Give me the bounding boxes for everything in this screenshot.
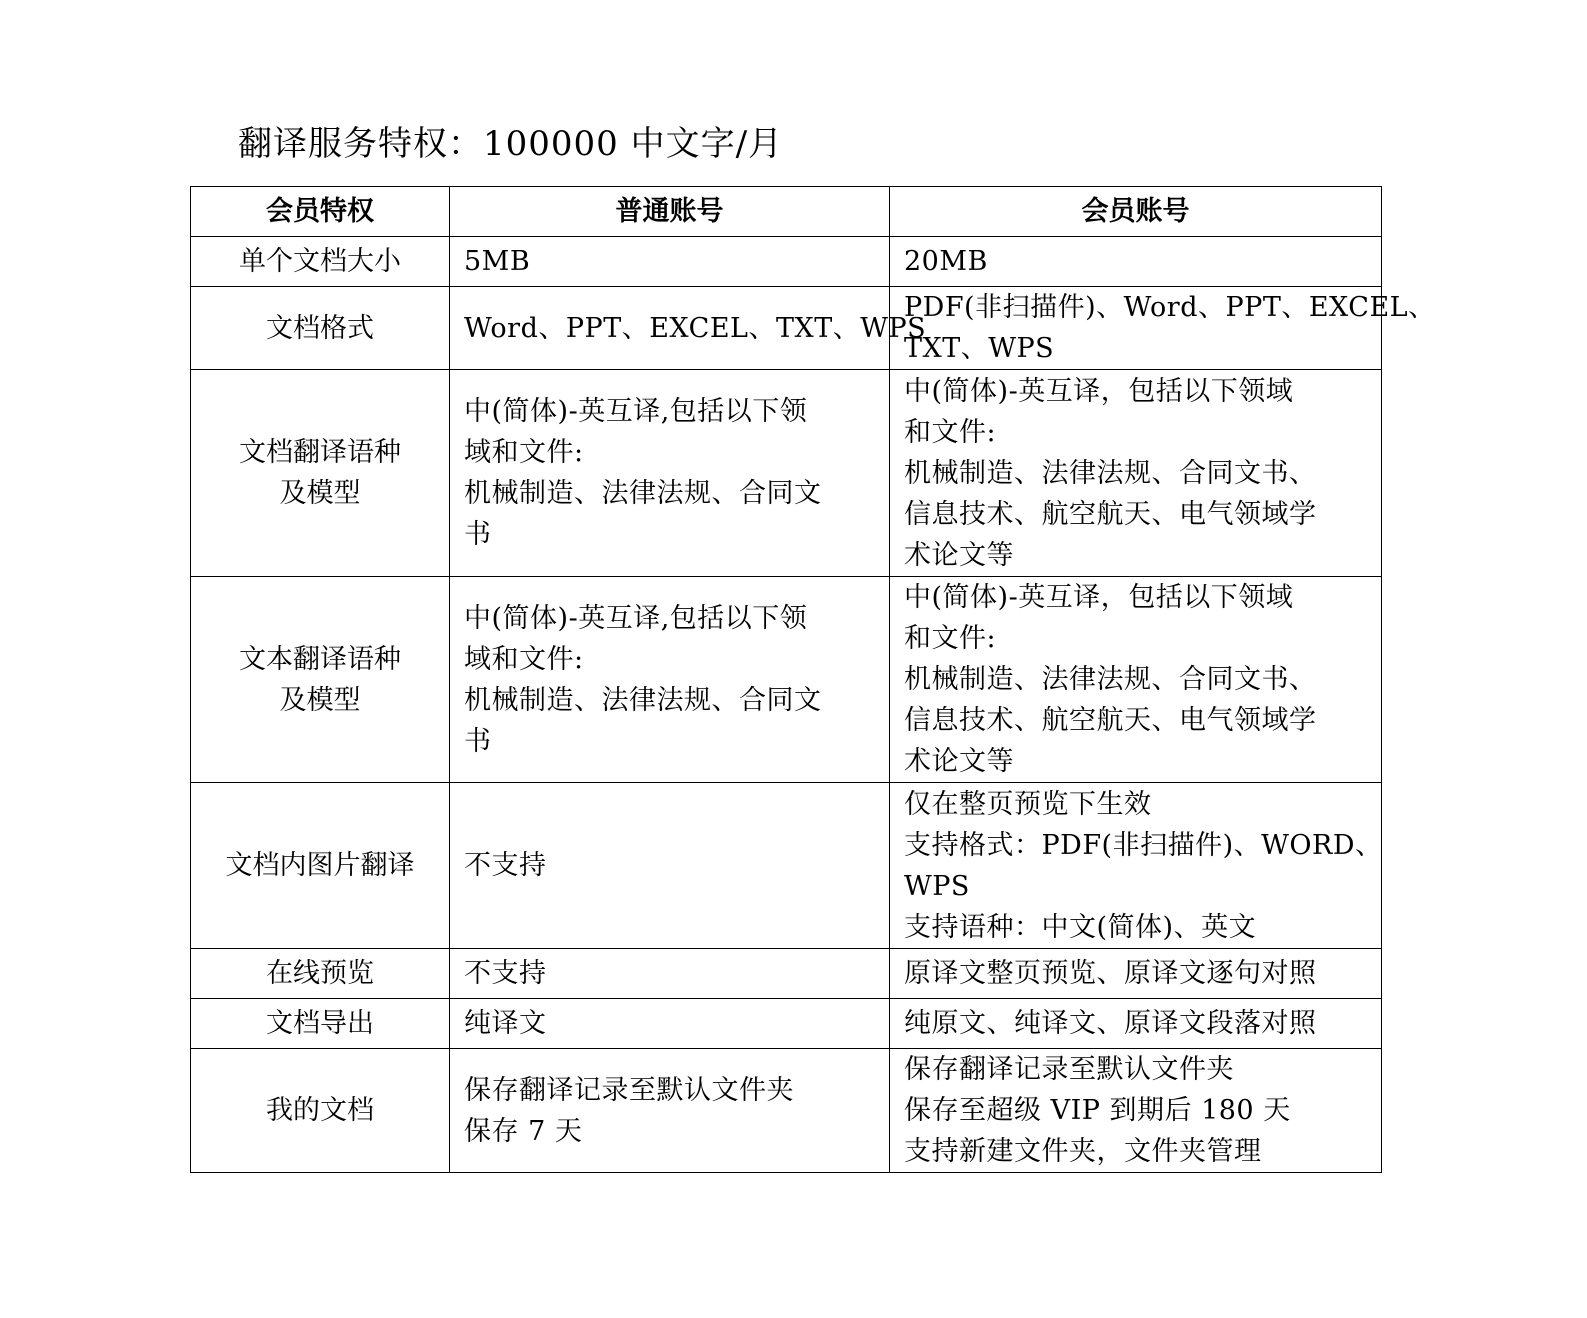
member-value-line: 中(简体)-英互译，包括以下领域 [904, 375, 1294, 407]
table-header-row [191, 187, 1382, 237]
privilege-comparison-table [190, 186, 1436, 1173]
member-value-line: WPS [904, 870, 970, 902]
table-row-text-translation-languages [191, 577, 1382, 783]
standard-value: Word、PPT、EXCEL、TXT、WPS [464, 312, 927, 344]
standard-cell [450, 999, 890, 1049]
feature-label: 单个文档大小 [239, 246, 401, 277]
feature-label-line: 及模型 [279, 684, 361, 716]
member-value-line: 机械制造、法律法规、合同文书、 [904, 664, 1317, 695]
feature-label: 文档格式 [266, 312, 374, 344]
feature-cell [191, 1049, 450, 1173]
standard-value-line: 书 [464, 725, 492, 757]
standard-value-line: 域和文件: [464, 437, 584, 468]
page-title: 翻译服务特权：100000 中文字/月 [238, 124, 784, 164]
member-cell [890, 949, 1382, 999]
header-member-account: 会员账号 [890, 187, 1382, 237]
member-value-line: TXT、WPS [904, 333, 1055, 364]
standard-value-line: 书 [464, 519, 492, 550]
member-value-line: 机械制造、法律法规、合同文书、 [904, 457, 1317, 489]
feature-label-line: 文档翻译语种 [239, 437, 401, 468]
standard-value-line: 保存翻译记录至默认文件夹 [464, 1074, 794, 1106]
member-value-line: 仅在整页预览下生效 [904, 788, 1152, 820]
member-value-line: 支持格式：PDF(非扫描件)、WORD、 [904, 829, 1383, 861]
member-cell [890, 783, 1382, 949]
feature-cell [191, 999, 450, 1049]
member-value: 20MB [904, 246, 988, 277]
standard-value-line: 中(简体)-英互译,包括以下领 [464, 396, 808, 427]
member-value-line: 和文件: [904, 416, 997, 448]
header-privilege: 会员特权 [191, 187, 450, 237]
member-cell [890, 287, 1436, 370]
feature-cell [191, 577, 450, 783]
standard-cell [450, 577, 890, 783]
member-value-line: 术论文等 [904, 539, 1014, 571]
standard-cell [450, 237, 890, 287]
member-cell [890, 1049, 1382, 1173]
standard-value: 5MB [464, 246, 531, 277]
feature-cell [191, 287, 450, 370]
member-value-line: 术论文等 [904, 746, 1014, 777]
standard-cell [450, 949, 890, 999]
member-cell [890, 237, 1382, 287]
member-value-line: 保存翻译记录至默认文件夹 [904, 1054, 1234, 1085]
table-row-online-preview [191, 949, 1382, 999]
standard-value-line: 机械制造、法律法规、合同文 [464, 684, 822, 716]
standard-cell [450, 783, 890, 949]
member-cell [890, 999, 1382, 1049]
member-value-line: 保存至超级 VIP 到期后 180 天 [904, 1095, 1291, 1126]
feature-label: 文档内图片翻译 [225, 850, 415, 881]
table-row-doc-format [191, 287, 1382, 370]
standard-value-line: 机械制造、法律法规、合同文 [464, 478, 822, 509]
member-value: 纯原文、纯译文、原译文段落对照 [904, 1008, 1317, 1039]
feature-label: 在线预览 [266, 958, 374, 989]
table-row-my-documents [191, 1049, 1382, 1173]
standard-cell [450, 287, 927, 370]
standard-value-line: 中(简体)-英互译,包括以下领 [464, 602, 808, 634]
standard-cell [450, 370, 890, 577]
table-row-doc-export [191, 999, 1382, 1049]
member-value-line: 信息技术、航空航天、电气领域学 [904, 498, 1317, 530]
member-value-line: 支持语种：中文(简体)、英文 [904, 911, 1257, 943]
header-standard-account: 普通账号 [450, 187, 890, 237]
feature-cell [191, 949, 450, 999]
table-row-file-size [191, 237, 1382, 287]
feature-cell [191, 783, 450, 949]
member-cell [890, 370, 1382, 577]
member-value-line: 中(简体)-英互译，包括以下领域 [904, 582, 1294, 613]
table-row-image-translation [191, 783, 1382, 949]
member-cell [890, 577, 1382, 783]
feature-label: 我的文档 [266, 1095, 374, 1126]
feature-label-line: 及模型 [279, 478, 361, 509]
feature-label-line: 文本翻译语种 [239, 643, 401, 675]
member-value-line: 和文件: [904, 623, 997, 654]
feature-cell [191, 237, 450, 287]
feature-cell [191, 370, 450, 577]
table-row-doc-translation-languages [191, 370, 1382, 577]
standard-value-line: 保存 7 天 [464, 1115, 583, 1147]
standard-value: 不支持 [464, 958, 547, 989]
standard-value: 不支持 [464, 850, 547, 881]
standard-value: 纯译文 [464, 1008, 547, 1039]
member-value-line: PDF(非扫描件)、Word、PPT、EXCEL、 [904, 292, 1436, 323]
member-value: 原译文整页预览、原译文逐句对照 [904, 958, 1317, 989]
feature-label: 文档导出 [266, 1008, 374, 1039]
member-value-line: 支持新建文件夹，文件夹管理 [904, 1136, 1262, 1167]
standard-cell [450, 1049, 890, 1173]
member-value-line: 信息技术、航空航天、电气领域学 [904, 705, 1317, 736]
standard-value-line: 域和文件: [464, 643, 584, 675]
